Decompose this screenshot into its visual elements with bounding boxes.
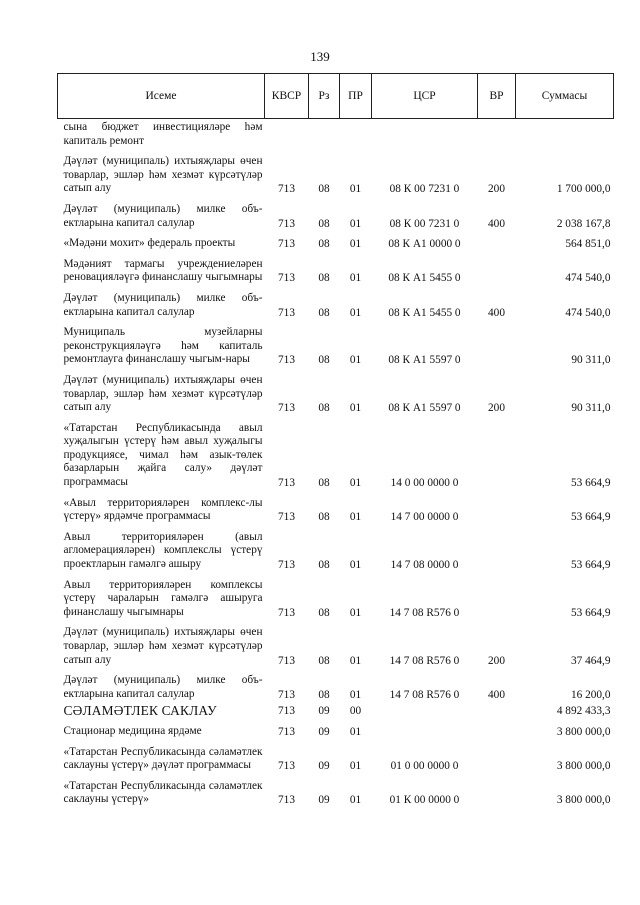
row-vr: 400 xyxy=(488,306,505,319)
table-row xyxy=(58,719,614,740)
row-vr xyxy=(478,491,516,525)
row-kvsr: 713 xyxy=(278,760,295,773)
row-rz: 08 xyxy=(318,559,330,572)
row-csr: 08 К А1 5455 0 xyxy=(388,306,461,319)
row-pr: 01 xyxy=(349,511,362,524)
row-rz: 08 xyxy=(318,183,330,196)
row-sum: 4 892 433,3 xyxy=(556,705,611,718)
row-sum: 53 664,9 xyxy=(570,559,611,572)
row-pr: 01 xyxy=(349,559,362,572)
row-csr: 14 7 08 R576 0 xyxy=(389,688,460,701)
row-csr: 08 К 00 7231 0 xyxy=(389,183,460,196)
row-pr: 01 xyxy=(349,354,362,367)
row-kvsr: 713 xyxy=(278,183,295,196)
row-pr: 01 xyxy=(349,306,362,319)
row-sum: 53 664,9 xyxy=(570,606,611,619)
row-vr xyxy=(478,525,516,573)
row-rz: 08 xyxy=(318,402,330,415)
row-vr: 400 xyxy=(488,688,505,701)
row-pr: 01 xyxy=(349,402,362,415)
row-name: Авыл территорияләрен (авыл агломерацияләрен) комплекслы үстерү проектларын гамәлгә ашыру xyxy=(63,530,263,571)
row-vr: 400 xyxy=(488,217,505,230)
row-vr xyxy=(478,774,516,808)
row-pr: 01 xyxy=(349,688,362,701)
row-name: СӘЛАМӘТЛЕК САКЛАУ xyxy=(63,703,217,719)
row-csr xyxy=(372,702,478,719)
row-sum: 2 038 167,8 xyxy=(556,217,611,230)
row-rz: 08 xyxy=(318,606,330,619)
header-sum: Суммасы xyxy=(516,74,614,119)
row-vr: 200 xyxy=(488,183,505,196)
row-kvsr: 713 xyxy=(278,217,295,230)
row-rz: 08 xyxy=(318,654,330,667)
row-sum: 53 664,9 xyxy=(570,477,611,490)
header-pr: ПР xyxy=(340,74,372,119)
row-name: Дәүләт (муниципаль) ихтыяҗлары өчен товарлар, эшләр һәм хезмәт күрсәтүләр сатып алу xyxy=(63,155,263,195)
row-csr: 08 К А1 5455 0 xyxy=(388,272,461,285)
row-sum: 564 851,0 xyxy=(565,238,611,251)
row-name: «Татарстан Республикасында сәламәтлек саклауны үстерү» xyxy=(63,779,263,806)
row-name: Дәүләт (муниципаль) милке объ-ектларына капитал салулар xyxy=(63,291,263,318)
row-name: «Мәдәни мохит» федераль проекты xyxy=(63,237,236,250)
row-kvsr: 713 xyxy=(278,354,295,367)
row-csr: 14 7 08 0000 0 xyxy=(390,559,459,572)
row-sum: 37 464,9 xyxy=(570,654,611,667)
row-csr: 01 0 00 0000 0 xyxy=(390,760,459,773)
row-kvsr: 713 xyxy=(278,511,295,524)
row-vr xyxy=(478,740,516,774)
row-kvsr: 713 xyxy=(278,794,295,807)
row-csr xyxy=(372,119,478,150)
row-sum: 3 800 000,0 xyxy=(556,760,611,773)
row-kvsr: 713 xyxy=(278,238,295,251)
table-row xyxy=(58,320,614,368)
row-pr: 01 xyxy=(349,606,362,619)
header-vr: ВР xyxy=(478,74,516,119)
row-rz: 08 xyxy=(318,306,330,319)
row-name: Муниципаль музейларны реконструкцияләүгә һәм капиталь ремонтлауга финанслашу чыгым-нары xyxy=(63,326,263,366)
row-pr: 01 xyxy=(349,183,362,196)
row-pr: 01 xyxy=(349,794,362,807)
table-row xyxy=(58,620,614,668)
row-pr: 01 xyxy=(349,760,362,773)
row-name: «Авыл территорияләрен комплекс-лы үстерү» ярдәмче программасы xyxy=(63,496,263,523)
row-vr xyxy=(478,719,516,740)
row-kvsr: 713 xyxy=(278,559,295,572)
row-vr xyxy=(478,573,516,621)
table-row xyxy=(58,368,614,416)
row-kvsr: 713 xyxy=(278,688,295,701)
row-rz: 08 xyxy=(318,217,330,230)
row-rz xyxy=(309,119,340,150)
table-row xyxy=(58,416,614,491)
row-sum: 474 540,0 xyxy=(565,306,611,319)
row-rz: 08 xyxy=(318,354,330,367)
table-row xyxy=(58,573,614,621)
table-row xyxy=(58,197,614,231)
row-sum: 474 540,0 xyxy=(565,272,611,285)
row-sum: 3 800 000,0 xyxy=(556,725,611,738)
table-row xyxy=(58,491,614,525)
row-sum: 90 311,0 xyxy=(571,354,611,367)
row-pr xyxy=(340,119,372,150)
row-name: Дәүләт (муниципаль) ихтыяҗлары өчен товарлар, эшләр һәм хезмәт күрсәтүләр сатып алу xyxy=(63,373,263,414)
row-sum: 3 800 000,0 xyxy=(556,794,611,807)
table-row xyxy=(58,252,614,286)
row-kvsr: 713 xyxy=(278,705,295,718)
row-sum: 53 664,9 xyxy=(570,511,611,524)
table-body xyxy=(58,119,614,808)
row-csr: 01 К 00 0000 0 xyxy=(389,794,460,807)
row-name: «Татарстан Республикасында авыл хуҗалыгын үстерү һәм авыл хуҗалыгы продукциясе, чимал һәм азык-төлек базарларын җайга салу» дәүләт программасы xyxy=(63,421,263,489)
row-pr: 01 xyxy=(349,217,362,230)
header-csr: ЦСР xyxy=(372,74,478,119)
row-rz: 09 xyxy=(318,794,330,807)
row-rz: 08 xyxy=(318,272,330,285)
row-kvsr: 713 xyxy=(278,654,295,667)
row-kvsr: 713 xyxy=(278,402,295,415)
header-rz: Рз xyxy=(309,74,340,119)
table-row xyxy=(58,525,614,573)
table-row xyxy=(58,740,614,774)
row-sum: 1 700 000,0 xyxy=(556,183,611,196)
row-vr xyxy=(478,252,516,286)
row-name: Стационар медицина ярдәме xyxy=(63,724,202,737)
row-name: Авыл территорияләрен комплексы үстерү чараларын гамәлгә ашыруга финанслашу чыгымнары xyxy=(63,578,263,618)
row-pr: 01 xyxy=(349,238,362,251)
row-csr: 14 7 08 R576 0 xyxy=(389,606,460,619)
row-pr: 01 xyxy=(349,272,362,285)
row-rz: 09 xyxy=(318,705,330,718)
row-kvsr: 713 xyxy=(278,606,295,619)
row-name: Мәдәният тармагы учреждениеләрен реновацияләүгә финанслашу чыгымнары xyxy=(63,257,263,284)
table-row xyxy=(58,702,614,719)
row-rz: 09 xyxy=(318,725,330,738)
table-row xyxy=(58,231,614,252)
row-vr: 200 xyxy=(488,654,505,667)
table-row xyxy=(58,286,614,320)
row-pr: 00 xyxy=(349,705,362,718)
row-kvsr xyxy=(265,119,309,150)
table-row xyxy=(58,774,614,808)
row-csr: 08 К А1 0000 0 xyxy=(388,238,461,251)
row-rz: 08 xyxy=(318,477,330,490)
row-pr: 01 xyxy=(349,477,362,490)
row-rz: 09 xyxy=(318,760,330,773)
header-name: Исеме xyxy=(58,74,265,119)
row-kvsr: 713 xyxy=(278,306,295,319)
page-number: 139 xyxy=(310,49,330,64)
row-csr: 08 К А1 5597 0 xyxy=(388,354,461,367)
table-row xyxy=(58,149,614,197)
row-vr: 200 xyxy=(488,402,505,415)
row-kvsr: 713 xyxy=(278,272,295,285)
row-sum xyxy=(516,119,614,150)
row-rz: 08 xyxy=(318,238,330,251)
row-pr: 01 xyxy=(349,654,362,667)
row-kvsr: 713 xyxy=(278,477,295,490)
row-name: «Татарстан Республикасында сәламәтлек саклауны үстерү» дәүләт программасы xyxy=(63,745,263,772)
table-row xyxy=(58,668,614,702)
header-kvsr: КВСР xyxy=(265,74,309,119)
row-csr: 14 7 00 0000 0 xyxy=(390,511,459,524)
row-vr xyxy=(478,320,516,368)
row-csr: 14 7 08 R576 0 xyxy=(389,654,460,667)
table-row xyxy=(58,119,614,150)
row-name: сына бюджет инвестицияләре һәм капиталь ремонт xyxy=(63,121,263,147)
table-header xyxy=(58,74,614,119)
row-vr xyxy=(478,416,516,491)
row-csr: 08 К А1 5597 0 xyxy=(388,402,461,415)
row-csr xyxy=(372,719,478,740)
row-name: Дәүләт (муниципаль) ихтыяҗлары өчен товарлар, эшләр һәм хезмәт күрсәтүләр сатып алу xyxy=(63,626,263,666)
row-name: Дәүләт (муниципаль) милке объ-ектларына капитал салулар xyxy=(63,202,263,229)
row-sum: 16 200,0 xyxy=(570,688,611,701)
row-sum: 90 311,0 xyxy=(571,402,611,415)
budget-table xyxy=(57,73,614,808)
row-vr xyxy=(478,702,516,719)
row-vr xyxy=(478,119,516,150)
row-vr xyxy=(478,231,516,252)
row-kvsr: 713 xyxy=(278,725,295,738)
row-name: Дәүләт (муниципаль) милке объ-ектларына капитал салулар xyxy=(63,674,263,700)
row-csr: 14 0 00 0000 0 xyxy=(390,477,459,490)
row-pr: 01 xyxy=(349,725,362,738)
row-rz: 08 xyxy=(318,511,330,524)
row-csr: 08 К 00 7231 0 xyxy=(389,217,460,230)
row-rz: 08 xyxy=(318,688,330,701)
